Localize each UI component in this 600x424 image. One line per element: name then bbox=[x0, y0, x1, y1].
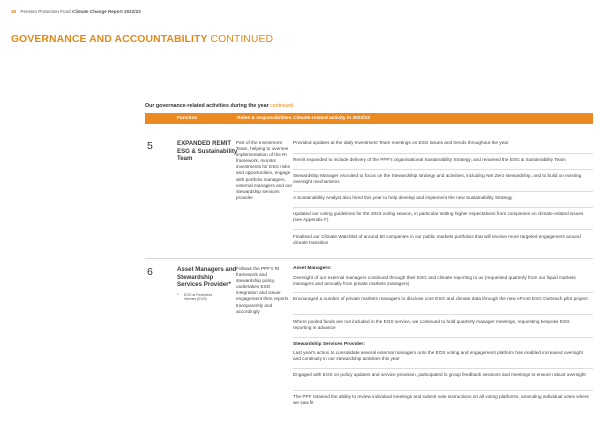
column-header-roles: Roles & responsibilities bbox=[237, 116, 292, 121]
divider bbox=[293, 368, 593, 369]
row-number: 6 bbox=[147, 266, 153, 278]
table-caption bbox=[145, 103, 293, 109]
function-footnote bbox=[177, 293, 225, 302]
table-row bbox=[145, 124, 593, 259]
activity-item: A Sustainability Analyst also hired this year to help develop and implement the new Sustainability Strategy bbox=[293, 195, 513, 200]
row-number: 5 bbox=[147, 140, 153, 152]
column-header-activity: Climate-related activity in 2022/23 bbox=[293, 116, 370, 121]
footnote-marker: * bbox=[177, 292, 179, 297]
activity-item: Encouraged a number of private markets managers to disclose core ESG and climate data through the new eFront ESG Outreach pilot project bbox=[293, 296, 588, 301]
divider bbox=[293, 314, 593, 315]
page-number: 38 bbox=[11, 9, 17, 14]
activity-item: Last year's action to consolidate several external managers onto the EOS voting and engagement platform has enabled increased oversight and continuity in our stewardship activities this year bbox=[293, 350, 583, 362]
header-report-title: Climate Change Report 2022/23 bbox=[72, 9, 141, 14]
divider bbox=[293, 229, 593, 230]
divider bbox=[293, 153, 593, 154]
divider bbox=[293, 292, 593, 293]
activity-item: Where pooled funds are not included in the EOS service, we continued to hold quarterly manager meetings, requesting bespoke ESG reporting in advance bbox=[293, 319, 570, 331]
page-title-main: GOVERNANCE AND ACCOUNTABILITY bbox=[11, 34, 208, 45]
page-title bbox=[11, 34, 273, 45]
activity-item: Finalised our Climate Watchlist of around 80 companies in our public markets portfolios that will receive more targeted engagement around climate transition bbox=[293, 234, 581, 246]
stewardship-heading: Stewardship Services Provider: bbox=[293, 342, 365, 347]
roles-text: Part of the Investment Team, helping to oversee implementation of the RI framework, monitor investments for ESG risks and opportunities, engage with portfolio managers, external managers and our stewardship services provider bbox=[236, 140, 293, 200]
footnote-text: EOS at Federated Hermes (EOS) bbox=[184, 293, 213, 302]
divider bbox=[293, 207, 593, 208]
activity-item: Provided updates at the daily Investment Team meetings on ESG issues and trends throughout the year bbox=[293, 140, 509, 145]
governance-activities-table bbox=[145, 113, 593, 424]
activity-item: The PPF retained the ability to review individual meetings and submit vote instructions on all voting platforms, amending individual votes where we saw fit bbox=[293, 394, 589, 406]
divider bbox=[293, 191, 593, 192]
running-header bbox=[11, 9, 141, 14]
table-row bbox=[145, 259, 593, 424]
divider bbox=[293, 390, 593, 391]
activity-item: Oversight of our external managers continued through their ESG and climate reporting to us (requested quarterly from our liquid markets managers and annually from private markets managers) bbox=[293, 275, 576, 287]
function-name: EXPANDED REMIT ESG & Sustainability Team bbox=[177, 140, 238, 163]
caption-continued: continued bbox=[270, 103, 294, 109]
header-org: Pension Protection Fund bbox=[20, 9, 71, 14]
table-header bbox=[145, 113, 593, 124]
roles-text: Follows the PPF's RI framework and stewardship policy, undertakes ESG integration and issuer engagement then reports transparently and accordingly bbox=[236, 266, 289, 314]
activity-item: Engaged with EOS on policy updates and service provision, participated in group feedback sessions and meetings to ensure robust oversight bbox=[293, 372, 586, 377]
caption-text: Our governance-related activities during the year bbox=[145, 103, 269, 109]
activity-item: Stewardship Manager recruited to focus on the Stewardship strategy and activities, including Net Zero stewardship, and to build on existing oversight mechanisms bbox=[293, 173, 582, 185]
page-title-suffix: CONTINUED bbox=[210, 34, 274, 45]
activity-item: Remit expanded to include delivery of the PPF's organisational Sustainability Strategy, and renamed the ESG & Sustainability Team bbox=[293, 157, 566, 162]
asset-managers-heading: Asset Managers: bbox=[293, 266, 332, 271]
divider bbox=[293, 169, 593, 170]
divider bbox=[293, 337, 593, 338]
activity-item: Updated our voting guidelines for the 2023 voting season, in particular setting higher expectations from companies on climate-related issues (see Appendix F) bbox=[293, 211, 584, 223]
column-header-function: Function bbox=[177, 116, 198, 121]
function-name: Asset Managers and Stewardship Services Provider* bbox=[177, 266, 237, 289]
